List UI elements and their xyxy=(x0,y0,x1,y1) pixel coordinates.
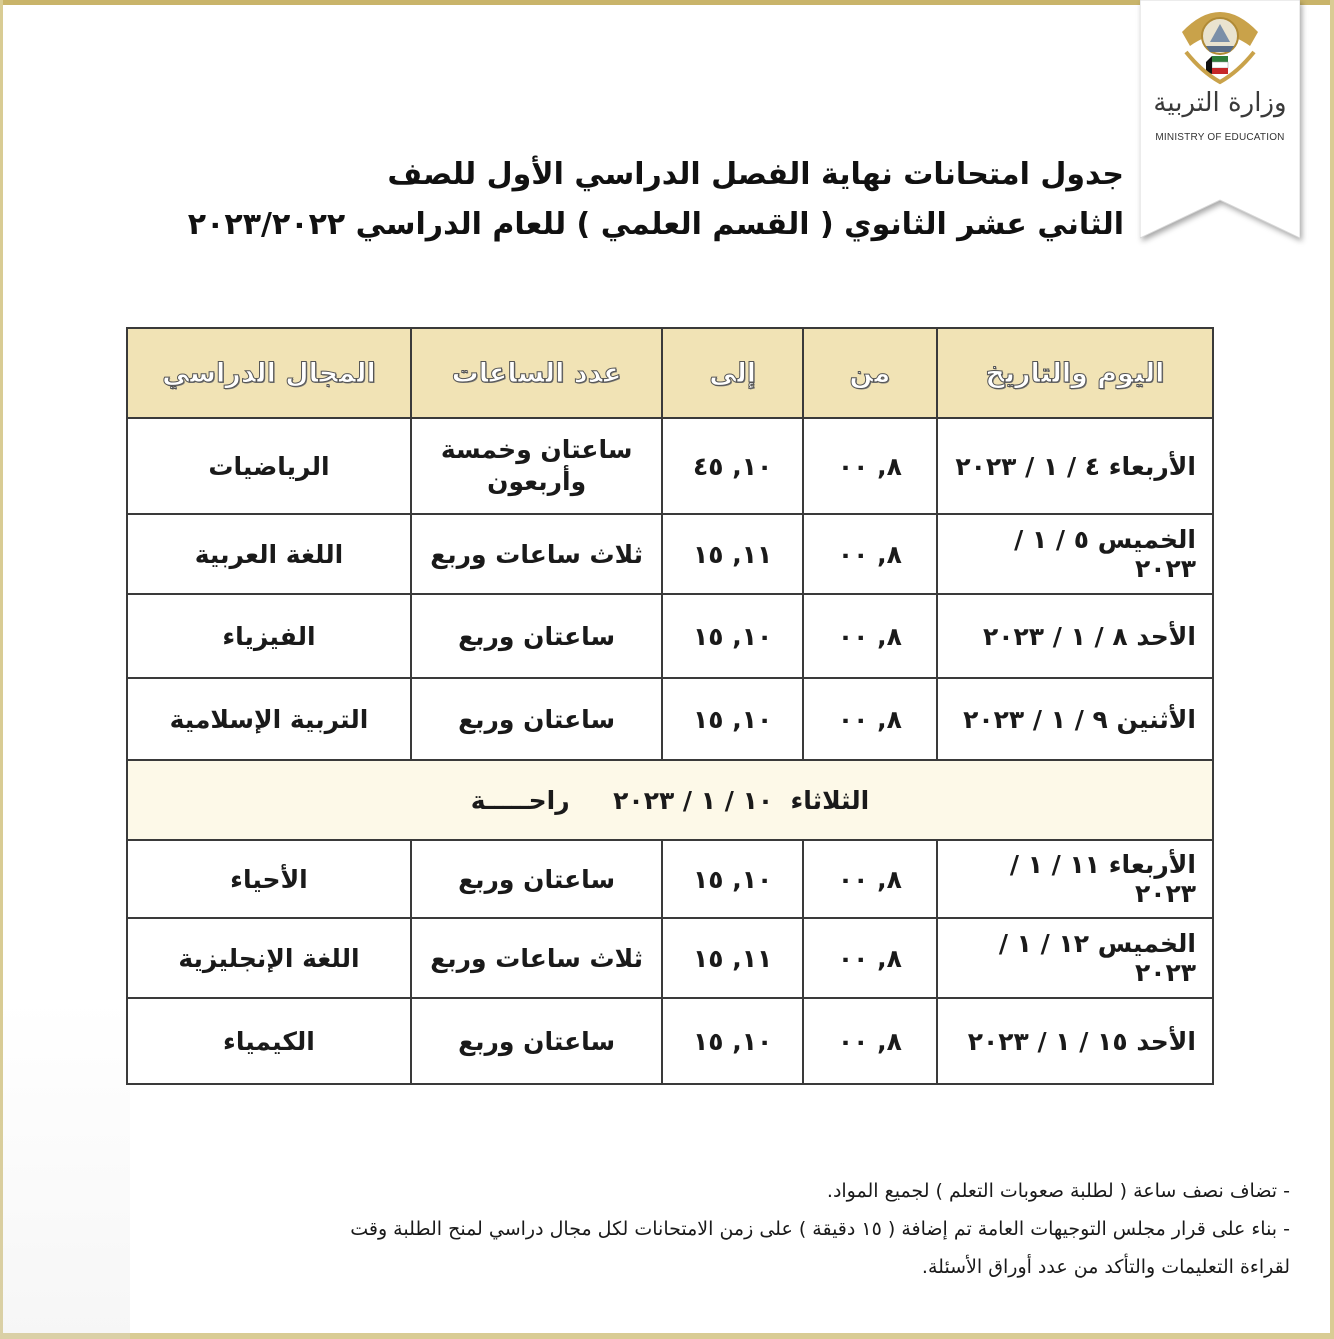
cell-date: الخميس ١٢ / ١ / ٢٠٢٣ xyxy=(937,918,1213,998)
note-extra-time-continued: لقراءة التعليمات والتأكد من عدد أوراق الأسئلة. xyxy=(921,1256,1290,1278)
table-row xyxy=(127,998,1213,1084)
note-extra-time: - بناء على قرار مجلس التوجيهات العامة تم إضافة ( ١٥ دقيقة ) على زمن الامتحانات لكل مجال دراسي لمنح الطلبة وقت xyxy=(350,1218,1290,1240)
cell-hours: ثلاث ساعات وربع xyxy=(411,918,662,998)
cell-subject: الكيمياء xyxy=(127,998,411,1084)
header-date: اليوم والتاريخ xyxy=(937,328,1213,418)
cell-from: ٨, ٠٠ xyxy=(803,514,937,594)
cell-from: ٨, ٠٠ xyxy=(803,998,937,1084)
title-line-2: الثاني عشر الثانوي ( القسم العلمي ) للعام الدراسي ٢٠٢٣/٢٠٢٢ xyxy=(187,207,1124,242)
cell-hours: ساعتان وخمسة وأربعون xyxy=(411,418,662,514)
cell-to: ١٠, ١٥ xyxy=(662,594,803,678)
kuwait-emblem-icon xyxy=(1172,2,1268,90)
cell-hours: ساعتان وربع xyxy=(411,594,662,678)
right-border xyxy=(1330,0,1334,1339)
cell-hours: ثلاث ساعات وربع xyxy=(411,514,662,594)
rest-day-cell: الثلاثاء ١٠ / ١ / ٢٠٢٣ راحـــــة xyxy=(127,760,1213,840)
cell-subject: التربية الإسلامية xyxy=(127,678,411,760)
notes-section xyxy=(40,1172,1290,1286)
header-to: إلى xyxy=(662,328,803,418)
cell-from: ٨, ٠٠ xyxy=(803,840,937,918)
cell-to: ١١, ١٥ xyxy=(662,918,803,998)
note-learning-difficulties: - تضاف نصف ساعة ( لطلبة صعوبات التعلم ) لجميع المواد. xyxy=(826,1180,1290,1202)
cell-from: ٨, ٠٠ xyxy=(803,678,937,760)
cell-subject: اللغة العربية xyxy=(127,514,411,594)
cell-subject: الرياضيات xyxy=(127,418,411,514)
cell-date: الأحد ١٥ / ١ / ٢٠٢٣ xyxy=(937,998,1213,1084)
cell-from: ٨, ٠٠ xyxy=(803,418,937,514)
rest-day-row xyxy=(127,760,1213,840)
title-line-1: جدول امتحانات نهاية الفصل الدراسي الأول للصف xyxy=(387,157,1124,192)
exam-schedule-table xyxy=(126,327,1214,1085)
cell-subject: الأحياء xyxy=(127,840,411,918)
cell-to: ١١, ١٥ xyxy=(662,514,803,594)
cell-subject: الفيزياء xyxy=(127,594,411,678)
cell-date: الأحد ٨ / ١ / ٢٠٢٣ xyxy=(937,594,1213,678)
table-row xyxy=(127,514,1213,594)
ministry-name-english: MINISTRY OF EDUCATION xyxy=(1155,132,1285,143)
cell-date: الأثنين ٩ / ١ / ٢٠٢٣ xyxy=(937,678,1213,760)
table-row xyxy=(127,918,1213,998)
ministry-name-arabic: وزارة التربية xyxy=(1153,88,1287,118)
cell-to: ١٠, ١٥ xyxy=(662,678,803,760)
cell-hours: ساعتان وربع xyxy=(411,998,662,1084)
cell-date: الأربعاء ٤ / ١ / ٢٠٢٣ xyxy=(937,418,1213,514)
ministry-logo-ribbon xyxy=(1140,0,1300,240)
top-border xyxy=(0,0,1334,5)
cell-from: ٨, ٠٠ xyxy=(803,918,937,998)
bottom-border xyxy=(0,1333,1334,1339)
header-from: من xyxy=(803,328,937,418)
cell-date: الخميس ٥ / ١ / ٢٠٢٣ xyxy=(937,514,1213,594)
cell-to: ١٠, ١٥ xyxy=(662,998,803,1084)
cell-subject: اللغة الإنجليزية xyxy=(127,918,411,998)
table-row xyxy=(127,418,1213,514)
cell-date: الأربعاء ١١ / ١ / ٢٠٢٣ xyxy=(937,840,1213,918)
cell-from: ٨, ٠٠ xyxy=(803,594,937,678)
cell-hours: ساعتان وربع xyxy=(411,678,662,760)
table-header-row xyxy=(127,328,1213,418)
background-watermark xyxy=(0,999,130,1339)
table-row xyxy=(127,594,1213,678)
cell-to: ١٠, ١٥ xyxy=(662,840,803,918)
table-row xyxy=(127,678,1213,760)
page-title xyxy=(164,150,1124,250)
header-subject: المجال الدراسي xyxy=(127,328,411,418)
cell-to: ١٠, ٤٥ xyxy=(662,418,803,514)
table-row xyxy=(127,840,1213,918)
cell-hours: ساعتان وربع xyxy=(411,840,662,918)
header-hours: عدد الساعات xyxy=(411,328,662,418)
